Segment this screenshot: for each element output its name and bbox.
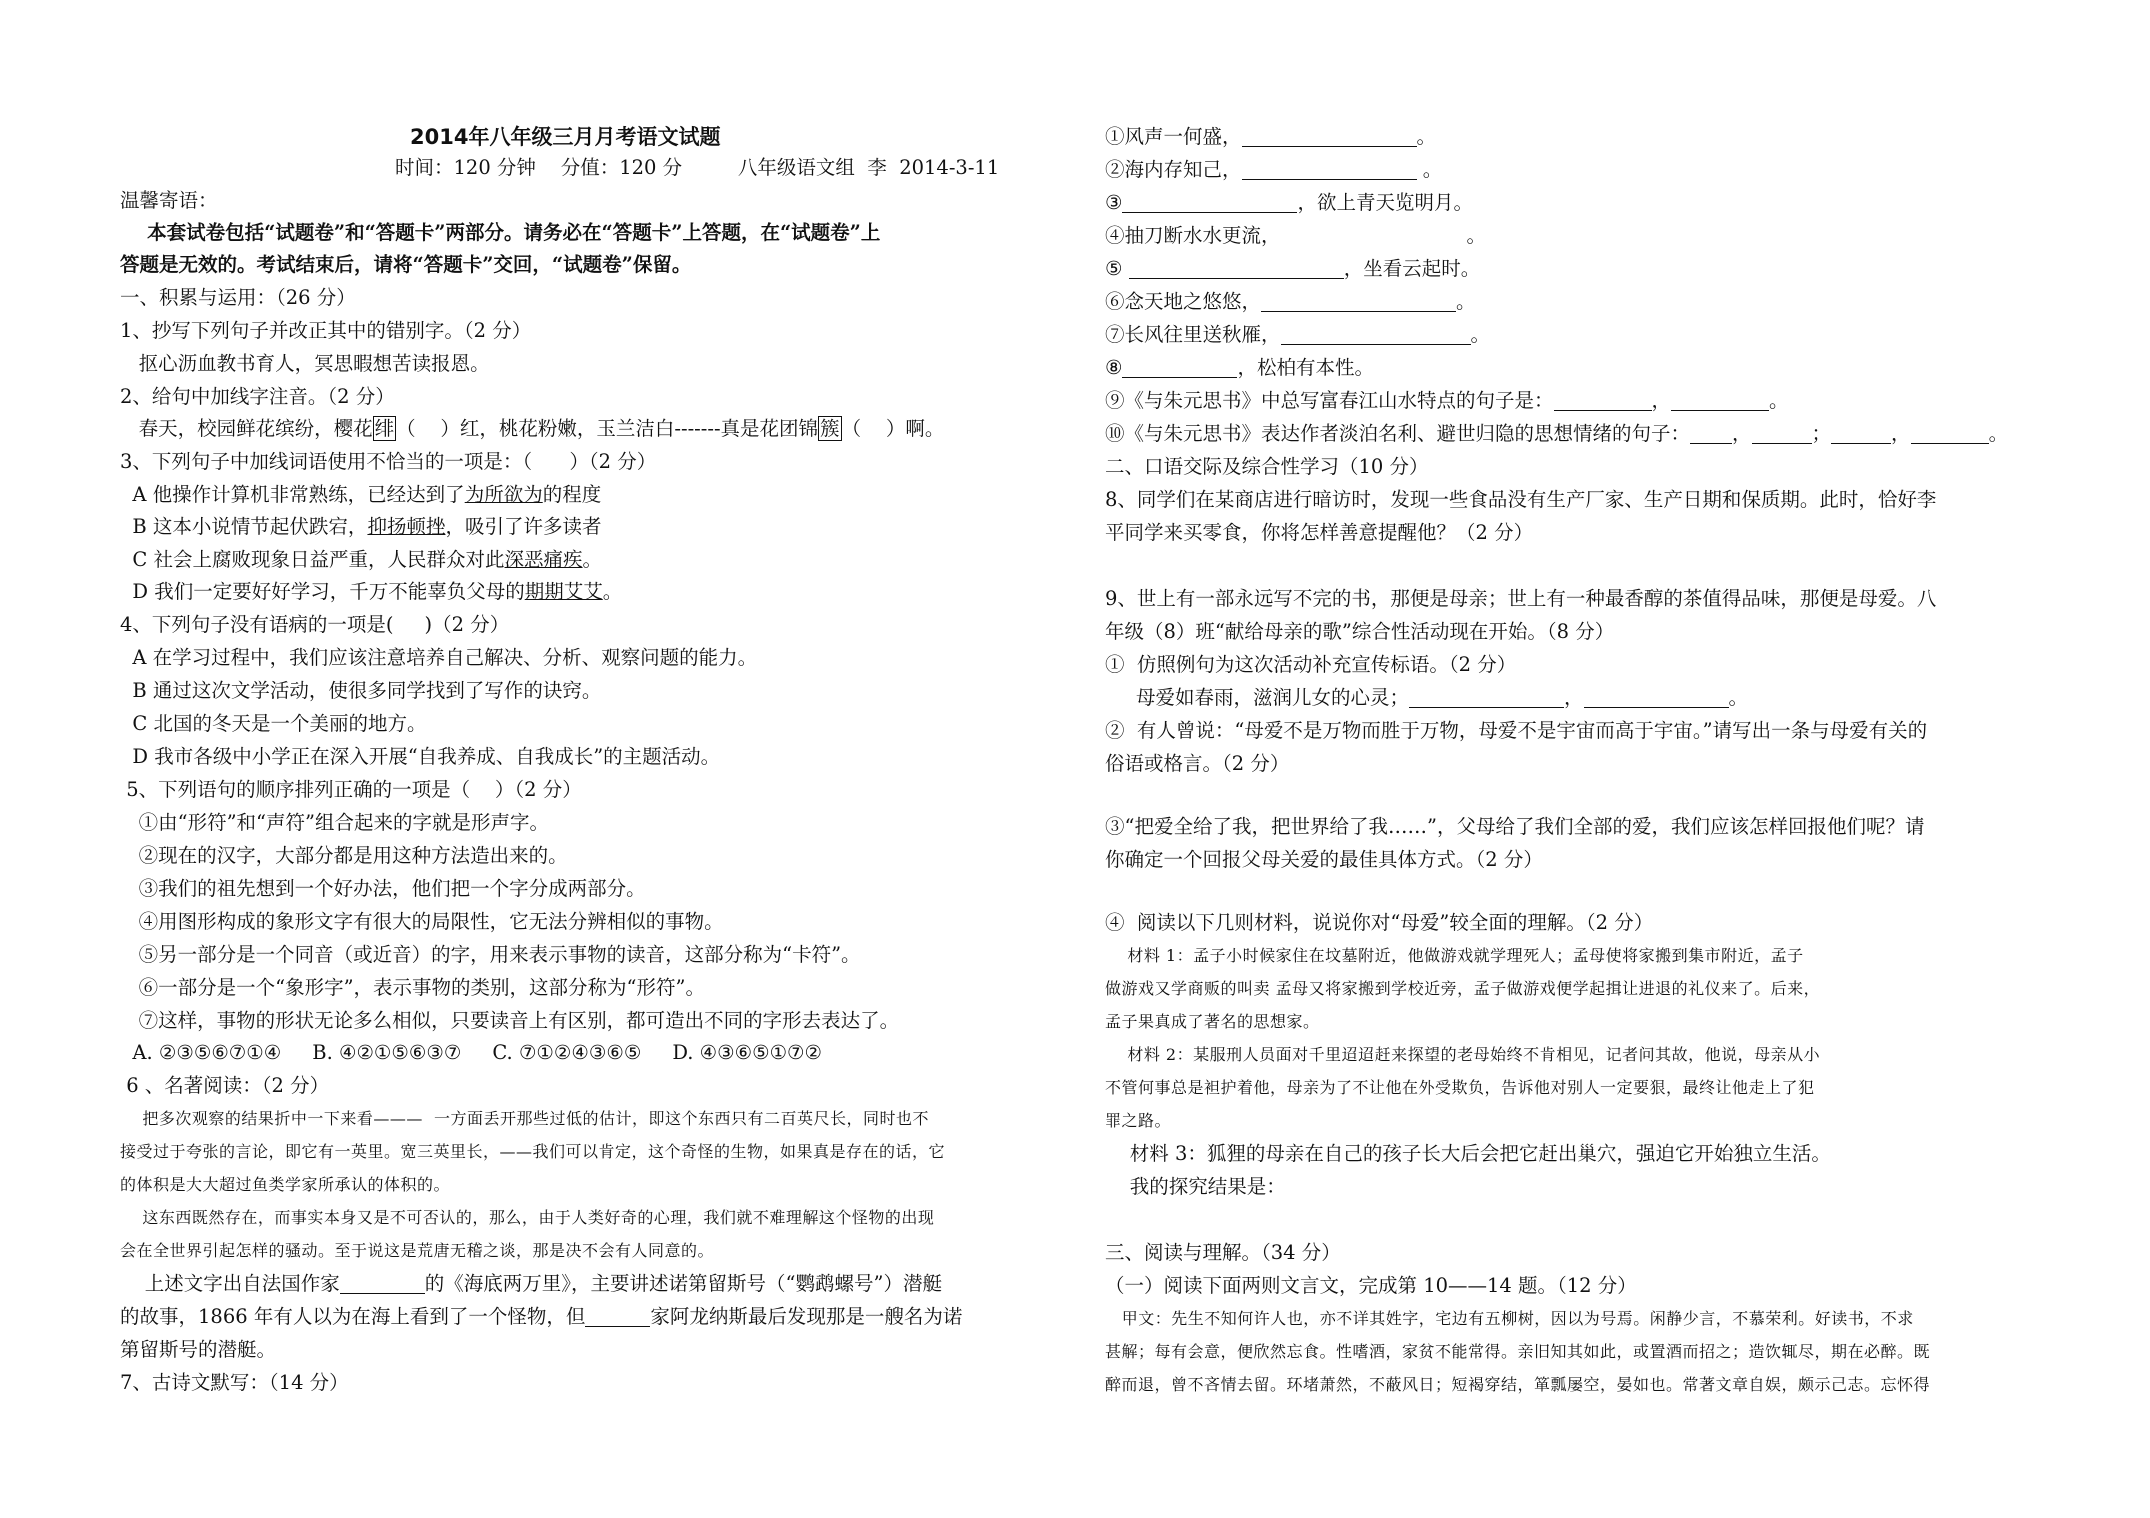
material-2-line-2: 不管何事总是袒护着他，母亲为了不让他在外受欺负，告诉他对别人一定要狠，最终让他走上了犯 bbox=[1105, 1078, 1815, 1097]
question-9-part-2-line-2: 俗语或格言。（2 分） bbox=[1105, 752, 1290, 775]
question-5-item-6: ⑥一部分是一个“象形字”，表示事物的类别，这部分称为“形符”。 bbox=[120, 976, 705, 999]
section-1-heading: 一、积累与运用：（26 分） bbox=[120, 286, 356, 309]
poem-blank-5[interactable] bbox=[1129, 256, 1344, 279]
question-9-part-2-line-1: ② 有人曾说：“母爱不是万物而胜于万物，母爱不是宇宙而高于宇宙。”请写出一条与母爱有关的 bbox=[1105, 719, 1928, 742]
poem-line-1: ①风声一何盛， 。 bbox=[1105, 125, 1437, 148]
research-result: 我的探究结果是： bbox=[1105, 1175, 1286, 1198]
question-2: 2、给句中加线字注音。（2 分） bbox=[120, 385, 395, 408]
section-2-heading: 二、口语交际及综合性学习（10 分） bbox=[1105, 455, 1429, 478]
poem-line-4: ④抽刀断水水更流， 。 bbox=[1105, 224, 1486, 247]
poem-blank-7[interactable] bbox=[1281, 322, 1471, 345]
poem-blank-10a[interactable] bbox=[1690, 421, 1732, 444]
question-3-option-d: D 我们一定要好好学习，千万不能辜负父母的期期艾艾。 bbox=[120, 580, 623, 603]
poem-line-5: ⑤ ，坐看云起时。 bbox=[1105, 257, 1481, 280]
question-9-line-2: 年级（8）班“献给母亲的歌”综合性活动现在开始。（8 分） bbox=[1105, 620, 1615, 643]
question-4: 4、下列句子没有语病的一项是( )（2 分） bbox=[120, 613, 510, 636]
poem-line-2: ②海内存知己， 。 bbox=[1105, 158, 1443, 181]
question-3-option-a: A 他操作计算机非常熟练，已经达到了为所欲为的程度 bbox=[120, 483, 602, 506]
question-2-sentence: 春天，校园鲜花缤纷，樱花 绯 （ ）红，桃花粉嫩，玉兰洁白-------真是花团锦 簇 （ ）啊。 bbox=[120, 417, 945, 440]
question-5-item-4: ④用图形构成的象形文字有很大的局限性，它无法分辨相似的事物。 bbox=[120, 910, 724, 933]
question-5-item-5: ⑤另一部分是一个同音（或近音）的字，用来表示事物的读音，这部分称为“卡符”。 bbox=[120, 943, 861, 966]
intro-line-2: 答题是无效的。考试结束后，请将“答题卡”交回，“试题卷”保留。 bbox=[120, 253, 692, 276]
question-8-line-2: 平同学来买零食，你将怎样善意提醒他？（2 分） bbox=[1105, 521, 1534, 544]
question-6-fill-1: 上述文字出自法国作家 的《海底两万里》，主要讲述诺第留斯号（“鹦鹉螺号”）潜艇 bbox=[120, 1272, 942, 1295]
question-5-options: A. ②③⑤⑥⑦①④ B. ④②①⑤⑥③⑦ C. ⑦①②④③⑥⑤ D. ④③⑥⑤①⑦② bbox=[120, 1041, 823, 1064]
poem-blank-8[interactable] bbox=[1122, 355, 1237, 378]
poem-blank-10d[interactable] bbox=[1911, 421, 1989, 444]
poem-line-3: ③ ，欲上青天览明月。 bbox=[1105, 191, 1473, 214]
question-1: 1、抄写下列句子并改正其中的错别字。（2 分） bbox=[120, 319, 532, 342]
classical-text-line-1: 甲文：先生不知何许人也，亦不详其姓字，宅边有五柳树，因以为号焉。闲静少言，不慕荣利。好读书，不求 bbox=[1105, 1309, 1914, 1328]
material-3: 材料 3：狐狸的母亲在自己的孩子长大后会把它赶出巢穴，强迫它开始独立生活。 bbox=[1105, 1142, 1831, 1165]
question-6-fill-2: 的故事，1866 年有人以为在海上看到了一个怪物，但 家阿龙纳斯最后发现那是一艘名为诺 bbox=[120, 1305, 963, 1328]
excerpt-line-4: 这东西既然存在，而事实本身又是不可否认的，那么，由于人类好奇的心理，我们就不难理解这个怪物的出现 bbox=[120, 1208, 935, 1227]
excerpt-line-2: 接受过于夸张的言论，即它有一英里。宽三英里长，——我们可以肯定，这个奇怪的生物，如果真是存在的话，它 bbox=[120, 1142, 946, 1161]
classical-text-line-3: 醉而退，曾不吝情去留。环堵萧然，不蔽风日；短褐穿结，箪瓢屡空，晏如也。常著文章自娱，颇示己志。忘怀得 bbox=[1105, 1375, 1931, 1394]
slogan-blank-a[interactable] bbox=[1409, 685, 1564, 708]
material-1-line-1: 材料 1：孟子小时候家住在坟墓附近，他做游戏就学理死人；孟母使将家搬到集市附近，孟子 bbox=[1105, 946, 1804, 965]
question-8-line-1: 8、同学们在某商店进行暗访时，发现一些食品没有生产厂家、生产日期和保质期。此时，恰好李 bbox=[1105, 488, 1937, 511]
material-2-line-3: 罪之路。 bbox=[1105, 1111, 1172, 1130]
poem-blank-9a[interactable] bbox=[1554, 388, 1652, 411]
question-3-option-c: C 社会上腐败现象日益严重，人民群众对此深恶痛疾。 bbox=[120, 548, 603, 571]
excerpt-line-1: 把多次观察的结果折中一下来看——— 一方面丢开那些过低的估计，即这个东西只有二百英尺长，同时也不 bbox=[120, 1109, 930, 1128]
material-1-line-2: 做游戏又学商贩的叫卖 孟母又将家搬到学校近旁，孟子做游戏便学起揖让进退的礼仪来了。后来， bbox=[1105, 979, 1821, 998]
question-4-option-a: A 在学习过程中，我们应该注意培养自己解决、分析、观察问题的能力。 bbox=[120, 646, 758, 669]
question-9-part-1-fill: 母爱如春雨，滋润儿女的心灵； ， 。 bbox=[1105, 686, 1749, 709]
exam-title: 2014年八年级三月月考语文试题 bbox=[410, 125, 721, 149]
question-9-line-1: 9、世上有一部永远写不完的书，那便是母亲；世上有一种最香醇的茶值得品味，那便是母爱。八 bbox=[1105, 587, 1937, 610]
poem-blank-10b[interactable] bbox=[1752, 421, 1812, 444]
question-4-option-d: D 我市各级中小学正在深入开展“自我养成、自我成长”的主题活动。 bbox=[120, 745, 721, 768]
poem-blank-1[interactable] bbox=[1242, 124, 1417, 147]
poem-blank-9b[interactable] bbox=[1671, 388, 1769, 411]
slogan-blank-b[interactable] bbox=[1584, 685, 1729, 708]
question-4-option-b: B 通过这次文学活动，使很多同学找到了写作的诀窍。 bbox=[120, 679, 602, 702]
marked-char-1: 绯 bbox=[374, 417, 395, 440]
exam-info: 时间：120 分钟 分值：120 分 八年级语文组 李 2014-3-11 bbox=[395, 156, 1000, 179]
question-5-item-7: ⑦这样，事物的形状无论多么相似，只要读音上有区别，都可造出不同的字形去表达了。 bbox=[120, 1009, 900, 1032]
question-9-part-1: ① 仿照例句为这次活动补充宣传标语。（2 分） bbox=[1105, 653, 1517, 676]
question-3: 3、下列句子中加线词语使用不恰当的一项是：（ ）（2 分） bbox=[120, 450, 657, 473]
poem-line-9: ⑨《与朱元思书》中总写富春江山水特点的句子是： ， 。 bbox=[1105, 389, 1789, 412]
excerpt-line-3: 的体积是大大超过鱼类学家所承认的体积的。 bbox=[120, 1175, 451, 1194]
question-9-part-4: ④ 阅读以下几则材料，说说你对“母爱”较全面的理解。（2 分） bbox=[1105, 911, 1654, 934]
material-2-line-1: 材料 2：某服刑人员面对千里迢迢赶来探望的老母始终不肯相见，记者问其故，他说，母亲从小 bbox=[1105, 1045, 1821, 1064]
poem-line-7: ⑦长风往里送秋雁， 。 bbox=[1105, 323, 1491, 346]
question-5: 5、下列语句的顺序排列正确的一项是（ ）（2 分） bbox=[120, 778, 582, 801]
question-5-item-1: ①由“形符”和“声符”组合起来的字就是形声字。 bbox=[120, 811, 549, 834]
classical-text-line-2: 甚解；每有会意，便欣然忘食。性嗜酒，家贫不能常得。亲旧知其如此，或置酒而招之；造饮辄尽，期在必醉。既 bbox=[1105, 1342, 1931, 1361]
question-4-option-c: C 北国的冬天是一个美丽的地方。 bbox=[120, 712, 427, 735]
poem-blank-10c[interactable] bbox=[1831, 421, 1891, 444]
author-blank[interactable] bbox=[340, 1271, 425, 1294]
intro-line-1: 本套试卷包括“试题卷”和“答题卡”两部分。请务必在“答题卡”上答题，在“试题卷”上 bbox=[120, 221, 881, 244]
section-3-heading: 三、阅读与理解。（34 分） bbox=[1105, 1241, 1341, 1264]
material-1-line-3: 孟子果真成了著名的思想家。 bbox=[1105, 1012, 1320, 1031]
excerpt-line-5: 会在全世界引起怎样的骚动。至于说这是荒唐无稽之谈，那是决不会有人同意的。 bbox=[120, 1241, 715, 1260]
question-9-part-3-line-1: ③“把爱全给了我，把世界给了我……”，父母给了我们全部的爱，我们应该怎样回报他们呢？请 bbox=[1105, 815, 1925, 838]
question-1-sentence: 抠心沥血教书育人，冥思暇想苦读报恩。 bbox=[120, 352, 490, 375]
greeting-heading: 温馨寄语： bbox=[120, 189, 218, 212]
reading-part-1: （一）阅读下面两则文言文，完成第 10——14 题。（12 分） bbox=[1105, 1274, 1637, 1297]
question-5-item-3: ③我们的祖先想到一个好办法，他们把一个字分成两部分。 bbox=[120, 877, 646, 900]
question-5-item-2: ②现在的汉字，大部分都是用这种方法造出来的。 bbox=[120, 844, 568, 867]
question-3-option-b: B 这本小说情节起伏跌宕，抑扬顿挫，吸引了许多读者 bbox=[120, 515, 602, 538]
poem-line-10: ⑩《与朱元思书》表达作者淡泊名利、避世归隐的思想情绪的句子： ， ； ， 。 bbox=[1105, 422, 2009, 445]
poem-line-8: ⑧ ，松柏有本性。 bbox=[1105, 356, 1374, 379]
question-9-part-3-line-2: 你确定一个回报父母关爱的最佳具体方式。（2 分） bbox=[1105, 848, 1543, 871]
poem-blank-6[interactable] bbox=[1261, 289, 1456, 312]
poem-blank-2[interactable] bbox=[1242, 157, 1417, 180]
question-6: 6 、名著阅读：（2 分） bbox=[120, 1074, 330, 1097]
profession-blank[interactable] bbox=[585, 1304, 650, 1327]
question-7: 7、古诗文默写：（14 分） bbox=[120, 1371, 349, 1394]
marked-char-2: 簇 bbox=[820, 417, 840, 440]
question-6-fill-3: 第留斯号的潜艇。 bbox=[120, 1338, 277, 1361]
poem-line-6: ⑥念天地之悠悠， 。 bbox=[1105, 290, 1476, 313]
poem-blank-3[interactable] bbox=[1122, 190, 1297, 213]
